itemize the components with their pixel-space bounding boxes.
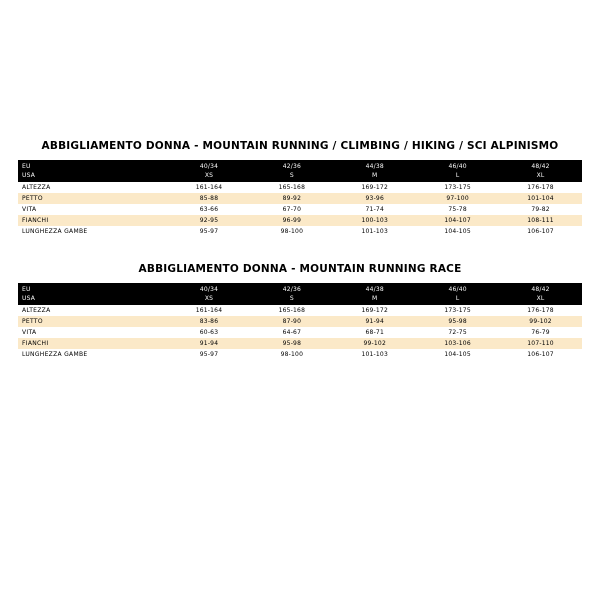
header-label-eu: EU <box>18 283 168 294</box>
header-eu-size-1: 40/34 <box>168 160 251 171</box>
table-row <box>18 316 582 327</box>
row-value: 95-97 <box>168 226 251 237</box>
row-value: 104-105 <box>416 349 499 360</box>
row-value: 161-164 <box>168 305 251 316</box>
table-row <box>18 215 582 226</box>
header-eu-size-3: 44/38 <box>333 160 416 171</box>
row-label: PETTO <box>18 193 168 204</box>
table-row <box>18 193 582 204</box>
top-spacer <box>18 0 582 140</box>
row-value: 63-66 <box>168 204 251 215</box>
header-eu-size-4: 46/40 <box>416 283 499 294</box>
row-value: 165-168 <box>250 182 333 193</box>
row-value: 72-75 <box>416 327 499 338</box>
header-eu-size-2: 42/36 <box>250 160 333 171</box>
table-row <box>18 327 582 338</box>
row-value: 173-175 <box>416 182 499 193</box>
row-value: 64-67 <box>250 327 333 338</box>
header-usa-size-4: L <box>416 294 499 305</box>
row-value: 85-88 <box>168 193 251 204</box>
row-value: 75-78 <box>416 204 499 215</box>
header-label-usa: USA <box>18 171 168 182</box>
row-label: VITA <box>18 204 168 215</box>
table-row <box>18 204 582 215</box>
row-value: 169-172 <box>333 305 416 316</box>
table-1-header-row-usa <box>18 171 582 182</box>
row-value: 108-111 <box>499 215 582 226</box>
table-row <box>18 338 582 349</box>
header-label-usa: USA <box>18 294 168 305</box>
row-label: FIANCHI <box>18 338 168 349</box>
header-eu-size-4: 46/40 <box>416 160 499 171</box>
header-usa-size-1: XS <box>168 171 251 182</box>
row-value: 169-172 <box>333 182 416 193</box>
row-value: 71-74 <box>333 204 416 215</box>
row-label: ALTEZZA <box>18 305 168 316</box>
row-value: 87-90 <box>250 316 333 327</box>
size-table-2 <box>18 283 582 360</box>
row-value: 91-94 <box>168 338 251 349</box>
table-row <box>18 349 582 360</box>
row-label: LUNGHEZZA GAMBE <box>18 349 168 360</box>
row-value: 100-103 <box>333 215 416 226</box>
header-usa-size-5: XL <box>499 171 582 182</box>
table-2-title: ABBIGLIAMENTO DONNA - MOUNTAIN RUNNING RACE <box>138 263 462 275</box>
row-value: 173-175 <box>416 305 499 316</box>
row-value: 107-110 <box>499 338 582 349</box>
row-label: LUNGHEZZA GAMBE <box>18 226 168 237</box>
row-value: 83-86 <box>168 316 251 327</box>
row-value: 106-107 <box>499 226 582 237</box>
row-value: 93-96 <box>333 193 416 204</box>
row-value: 101-103 <box>333 226 416 237</box>
row-value: 95-98 <box>250 338 333 349</box>
table-1-title: ABBIGLIAMENTO DONNA - MOUNTAIN RUNNING / CLIMBING / HIKING / SCI ALPINISMO <box>41 140 559 152</box>
row-value: 176-178 <box>499 182 582 193</box>
header-eu-size-2: 42/36 <box>250 283 333 294</box>
row-value: 99-102 <box>333 338 416 349</box>
table-2-header-row-eu <box>18 283 582 294</box>
row-value: 91-94 <box>333 316 416 327</box>
row-value: 68-71 <box>333 327 416 338</box>
row-value: 103-106 <box>416 338 499 349</box>
header-eu-size-5: 48/42 <box>499 160 582 171</box>
row-label: ALTEZZA <box>18 182 168 193</box>
header-usa-size-3: M <box>333 171 416 182</box>
table-row <box>18 182 582 193</box>
header-usa-size-1: XS <box>168 294 251 305</box>
row-value: 104-107 <box>416 215 499 226</box>
row-value: 98-100 <box>250 226 333 237</box>
size-table-1 <box>18 160 582 237</box>
row-value: 176-178 <box>499 305 582 316</box>
row-value: 76-79 <box>499 327 582 338</box>
header-eu-size-3: 44/38 <box>333 283 416 294</box>
table-1-header-row-eu <box>18 160 582 171</box>
row-value: 165-168 <box>250 305 333 316</box>
row-value: 98-100 <box>250 349 333 360</box>
row-value: 92-95 <box>168 215 251 226</box>
row-value: 96-99 <box>250 215 333 226</box>
header-eu-size-1: 40/34 <box>168 283 251 294</box>
header-usa-size-2: S <box>250 171 333 182</box>
header-label-eu: EU <box>18 160 168 171</box>
row-value: 95-97 <box>168 349 251 360</box>
row-value: 97-100 <box>416 193 499 204</box>
row-value: 67-70 <box>250 204 333 215</box>
row-value: 79-82 <box>499 204 582 215</box>
row-value: 161-164 <box>168 182 251 193</box>
row-label: FIANCHI <box>18 215 168 226</box>
table-2-header-row-usa <box>18 294 582 305</box>
table-gap <box>18 237 582 263</box>
row-label: VITA <box>18 327 168 338</box>
row-value: 101-103 <box>333 349 416 360</box>
row-value: 95-98 <box>416 316 499 327</box>
row-label: PETTO <box>18 316 168 327</box>
header-usa-size-2: S <box>250 294 333 305</box>
table-row <box>18 226 582 237</box>
row-value: 89-92 <box>250 193 333 204</box>
header-usa-size-5: XL <box>499 294 582 305</box>
header-usa-size-4: L <box>416 171 499 182</box>
row-value: 106-107 <box>499 349 582 360</box>
row-value: 60-63 <box>168 327 251 338</box>
header-usa-size-3: M <box>333 294 416 305</box>
header-eu-size-5: 48/42 <box>499 283 582 294</box>
row-value: 99-102 <box>499 316 582 327</box>
row-value: 104-105 <box>416 226 499 237</box>
table-row <box>18 305 582 316</box>
row-value: 101-104 <box>499 193 582 204</box>
